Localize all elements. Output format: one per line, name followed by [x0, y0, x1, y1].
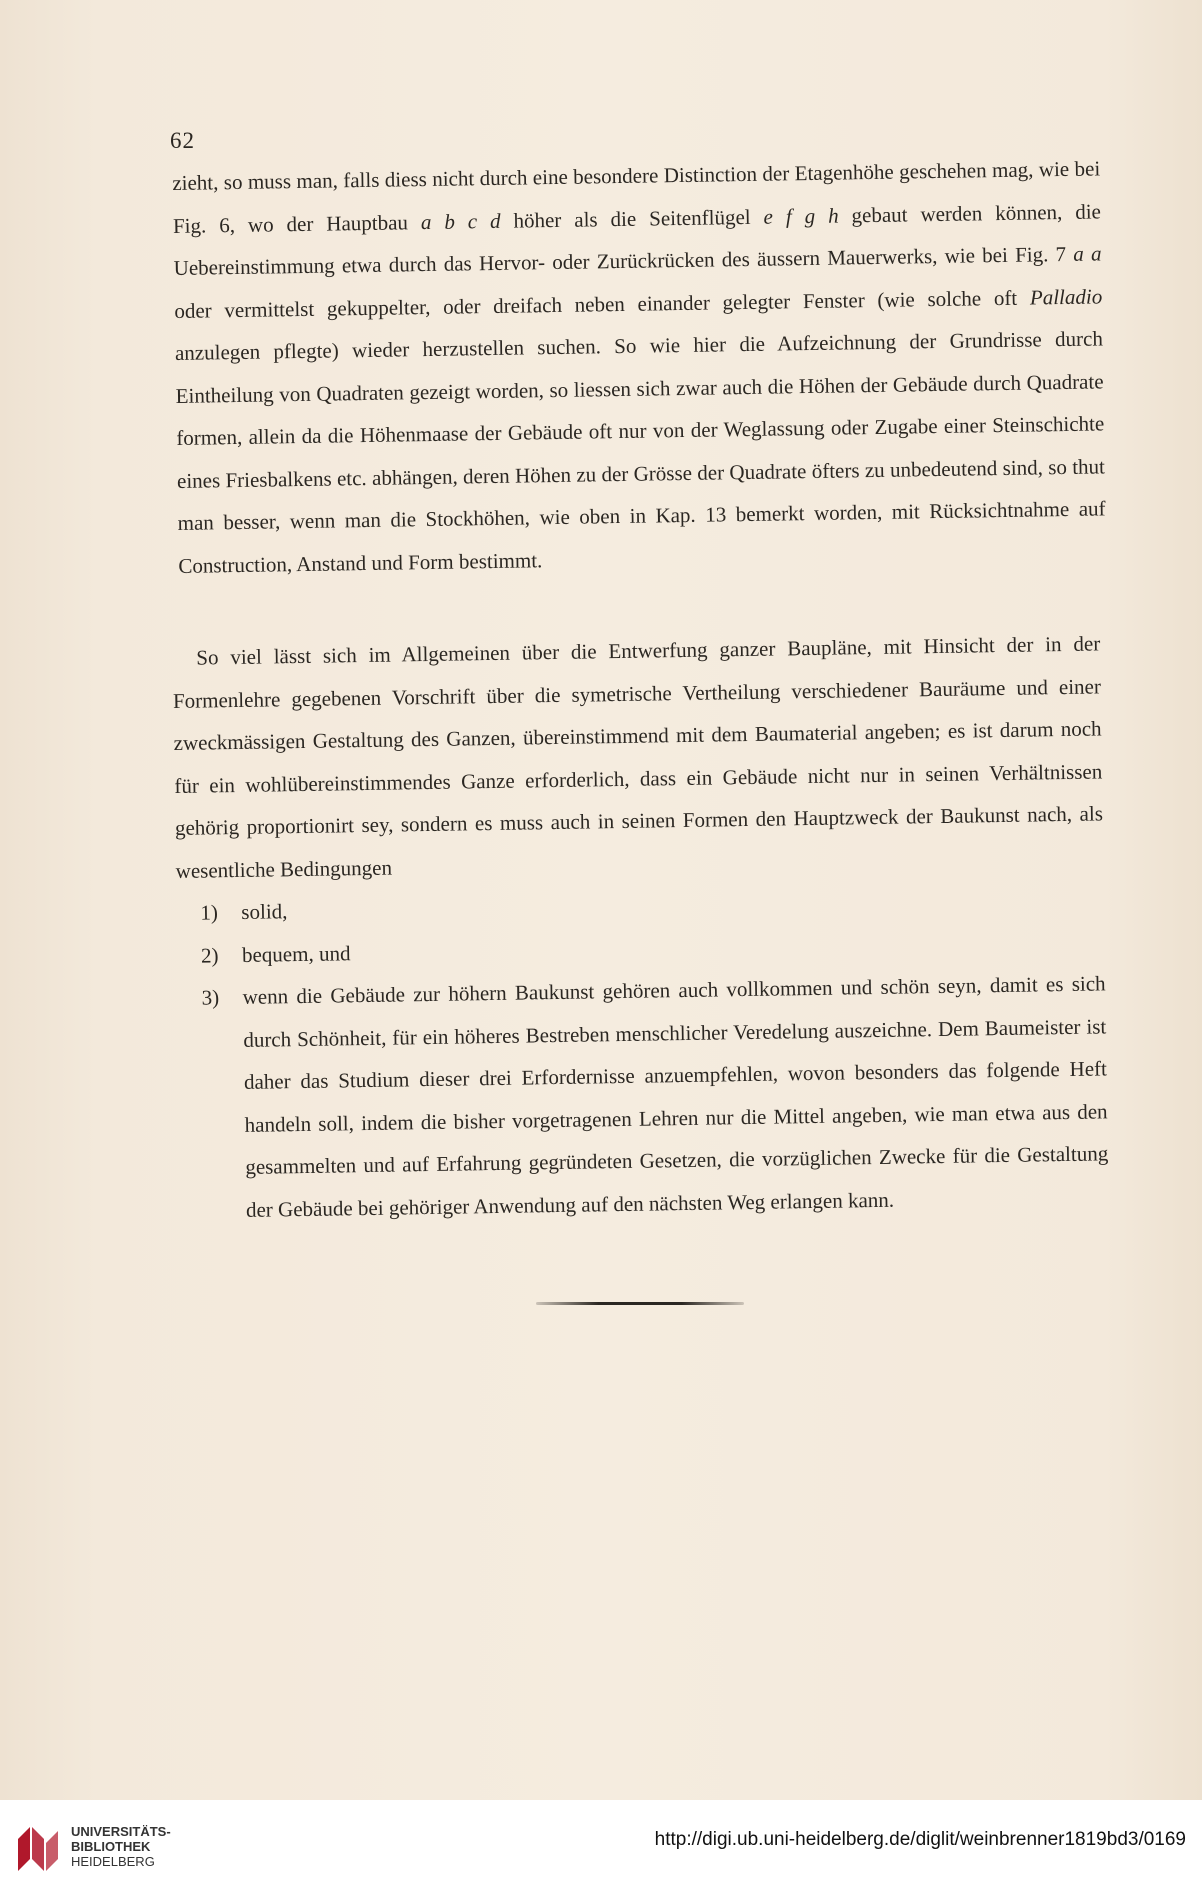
paragraph-2-block — [172, 622, 1109, 1232]
library-logo-icon — [16, 1821, 62, 1873]
library-name — [71, 1824, 171, 1869]
paragraph-1 — [172, 147, 1107, 587]
paragraph-1-text-e: anzulegen pflegte) wieder herzustellen suchen. So wie hier die Aufzeichnung der Grundrisse durch Eintheilung von Quadraten gezeigt worden, so liessen sich zwar auch die Höhen der Gebäude durch Quadrate formen, allein da die Höhenmaase der Gebäude oft nur von der Weglassung oder Zugabe einer Steinschichte eines Friesbalkens etc. abhängen, deren Höhen zu der Grösse der Quadrate öfters zu unbedeutend sind, so thut man besser, wenn man die Stockhöhen, wie oben in Kap. 13 bemerkt worden, mit Rücksichtnahme auf Construction, Anstand und Form bestimmt. — [174, 326, 1106, 578]
library-name-line: BIBLIOTHEK — [71, 1839, 151, 1854]
italic-aa: a a — [1073, 241, 1102, 266]
list-item — [177, 962, 1109, 1232]
library-name-line: UNIVERSITÄTS- — [71, 1824, 171, 1839]
italic-efgh: e f g h — [763, 203, 839, 229]
list-number: 2) — [200, 942, 219, 968]
source-url-link[interactable]: http://digi.ub.uni-heidelberg.de/diglit/weinbrenner1819bd3/0169 — [654, 1829, 1186, 1850]
italic-abcd: a b c d — [420, 208, 501, 234]
library-name-line: HEIDELBERG — [71, 1854, 155, 1869]
list-number: 3) — [201, 985, 220, 1010]
paragraph-1-text-b: höher als die Seitenflügel — [500, 204, 764, 233]
italic-palladio: Palladio — [1029, 283, 1103, 310]
list-text: bequem, und — [241, 940, 351, 967]
paragraph-1-text-c: gebaut werden können, die Uebereinstimmung etwa durch das Hervor- oder Zurückrücken des äussern Mauerwerks, wie bei Fig. 7 — [173, 198, 1102, 280]
paragraph-2: So viel lässt sich im Allgemeinen über die Entwerfung ganzer Baupläne, mit Hinsicht der in der Formenlehre gegebenen Vorschrift über die symetrische Vertheilung verschiedener Bauräume und einer zweckmässigen Gestaltung des Ganzen, übereinstimmend mit dem Baumaterial angeben; es ist darum noch für ein wohlübereinstimmendes Ganze erforderlich, dass ein Gebäude nicht nur in seinen Verhältnissen gehörig proportionirt sey, sondern es muss auch in seinen Formen den Hauptzweck der Baukunst nach, als wesentliche Bedingungen — [172, 631, 1104, 883]
list-text: wenn die Gebäude zur höhern Baukunst gehören auch vollkommen und schön seyn, damit es sich durch Schönheit, für ein höheres Bestreben menschlicher Veredelung auszeichne. Dem Baumeister ist daher das Studium dieser drei Erfordernisse anzuempfehlen, wovon besonders das folgende Heft handeln soll, indem die bisher vorgetragenen Lehren nur die Mittel angeben, wie man etwa aus den gesammelten und auf Erfahrung gegründeten Gesetzen, die vorzüglichen Zwecke für die Gestaltung der Gebäude bei gehöriger Anwendung auf den nächsten Weg erlangen kann. — [242, 971, 1109, 1222]
list-text: solid, — [241, 899, 288, 924]
end-rule — [536, 1302, 744, 1305]
list-number: 1) — [200, 900, 219, 925]
footer-bar — [0, 1800, 1202, 1892]
paragraph-1-text-d: oder vermittelst gekuppelter, oder dreifach neben einander gelegter Fenster (wie solche oft — [174, 285, 1031, 323]
paragraph-1-text-a: zieht, so muss man, falls diess nicht durch eine besondere Distinction der Etagenhöhe geschehen mag, wie bei Fig. 6, wo der Hauptbau — [172, 156, 1101, 238]
page-number: 62 — [170, 128, 195, 153]
